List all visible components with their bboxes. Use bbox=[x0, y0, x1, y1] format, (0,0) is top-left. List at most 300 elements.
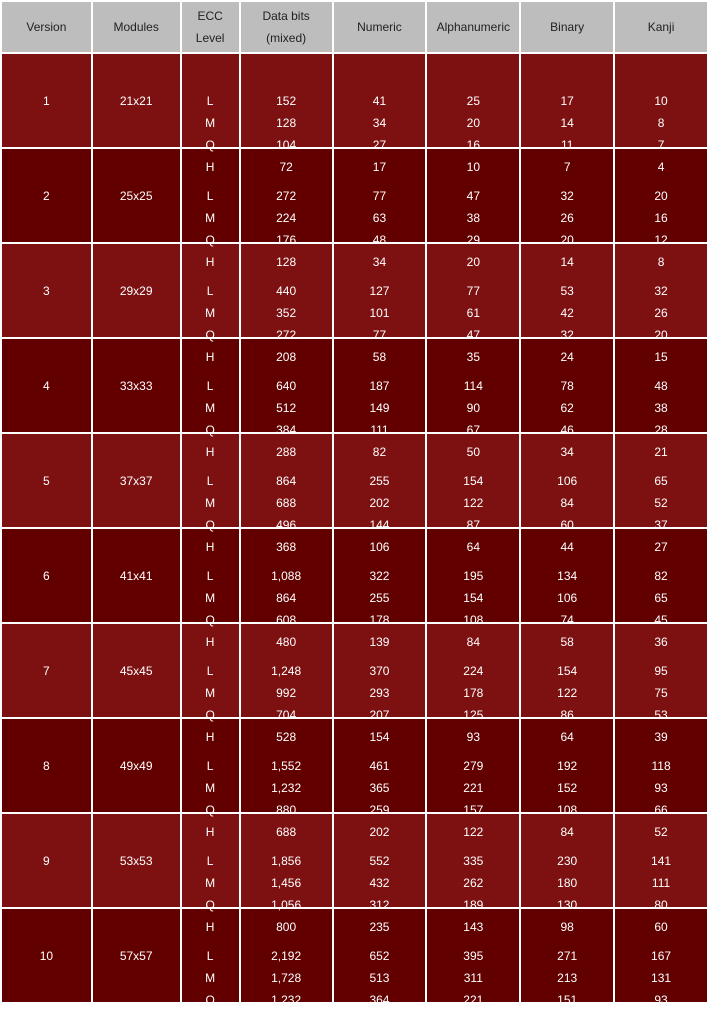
numeric-value: 77 bbox=[372, 327, 387, 342]
alphanumeric-value: 122 bbox=[463, 824, 484, 839]
kanji-value: 111 bbox=[651, 875, 671, 890]
ecc-level-value: L bbox=[206, 663, 214, 678]
binary-value: 213 bbox=[557, 970, 578, 985]
binary-value: 42 bbox=[560, 305, 574, 320]
cell-version: 3 bbox=[2, 244, 91, 337]
binary-value: 122 bbox=[557, 685, 578, 700]
table-header bbox=[2, 2, 707, 52]
numeric-value: 34 bbox=[372, 115, 387, 130]
numeric-value: 27 bbox=[372, 137, 387, 152]
alphanumeric-value: 93 bbox=[466, 729, 480, 744]
numeric-value: 322 bbox=[369, 568, 390, 583]
numeric-value: 41 bbox=[372, 93, 387, 108]
header-version: Version bbox=[2, 2, 91, 52]
numeric-value: 111 bbox=[370, 422, 389, 437]
header-data-bits bbox=[241, 2, 332, 52]
data-bits-stack bbox=[241, 468, 332, 554]
alphanumeric-value: 108 bbox=[463, 612, 484, 627]
binary-value: 74 bbox=[560, 612, 574, 627]
ecc-level-value: M bbox=[205, 495, 216, 510]
alphanumeric-value: 47 bbox=[466, 327, 480, 342]
numeric-value: 288 bbox=[369, 1014, 390, 1029]
kanji-value: 53 bbox=[654, 707, 668, 722]
numeric-stack bbox=[334, 848, 426, 934]
table-row bbox=[2, 339, 707, 432]
data-bits-stack bbox=[241, 88, 332, 174]
binary-value: 24 bbox=[560, 349, 574, 364]
kanji-stack bbox=[615, 278, 707, 364]
cell-version: 7 bbox=[2, 624, 91, 717]
numeric-stack bbox=[334, 88, 426, 174]
kanji-value: 37 bbox=[654, 517, 668, 532]
data-bits-value: 224 bbox=[276, 210, 297, 225]
numeric-value: 101 bbox=[369, 305, 390, 320]
data-bits-value: 496 bbox=[276, 517, 297, 532]
header-row bbox=[2, 2, 707, 52]
numeric-value: 187 bbox=[369, 378, 390, 393]
alphanumeric-value: 61 bbox=[466, 305, 480, 320]
header-modules: Modules bbox=[93, 2, 180, 52]
numeric-value: 293 bbox=[369, 685, 390, 700]
alphanumeric-value: 178 bbox=[463, 685, 484, 700]
kanji-value: 36 bbox=[654, 634, 668, 649]
data-bits-value: 152 bbox=[276, 93, 297, 108]
numeric-stack bbox=[334, 943, 426, 1029]
data-bits-value: 1,552 bbox=[271, 758, 302, 773]
cell-data-bits bbox=[241, 54, 332, 174]
alphanumeric-value: 262 bbox=[463, 875, 484, 890]
kanji-stack bbox=[615, 848, 707, 934]
alphanumeric-value: 20 bbox=[466, 115, 480, 130]
binary-value: 84 bbox=[560, 824, 574, 839]
data-bits-stack bbox=[241, 658, 332, 744]
data-bits-value: 864 bbox=[276, 590, 297, 605]
alphanumeric-stack bbox=[427, 848, 519, 934]
kanji-stack bbox=[615, 468, 707, 554]
table-row bbox=[2, 529, 707, 622]
ecc-level-value: H bbox=[205, 254, 215, 269]
binary-stack bbox=[521, 183, 613, 269]
alphanumeric-value: 87 bbox=[466, 517, 480, 532]
numeric-value: 178 bbox=[369, 612, 390, 627]
alphanumeric-value: 64 bbox=[466, 539, 480, 554]
binary-value: 60 bbox=[560, 517, 574, 532]
ecc-level-value: L bbox=[206, 568, 214, 583]
binary-value: 44 bbox=[560, 539, 574, 554]
binary-value: 86 bbox=[560, 707, 574, 722]
binary-value: 84 bbox=[560, 495, 574, 510]
data-bits-value: 864 bbox=[276, 473, 297, 488]
numeric-value: 17 bbox=[372, 159, 387, 174]
alphanumeric-value: 335 bbox=[463, 853, 484, 868]
kanji-value: 80 bbox=[654, 897, 668, 912]
data-bits-stack bbox=[241, 943, 332, 1029]
kanji-value: 16 bbox=[654, 210, 668, 225]
table-row bbox=[2, 434, 707, 527]
numeric-value: 461 bbox=[369, 758, 390, 773]
ecc-level-stack bbox=[182, 373, 239, 459]
kanji-value: 20 bbox=[654, 188, 668, 203]
alphanumeric-value: 114 bbox=[463, 378, 483, 393]
alphanumeric-value: 67 bbox=[466, 422, 480, 437]
binary-stack bbox=[521, 278, 613, 364]
binary-value: 62 bbox=[560, 400, 574, 415]
kanji-value: 74 bbox=[654, 1014, 668, 1029]
data-bits-value: 1,248 bbox=[271, 663, 302, 678]
table-row bbox=[2, 624, 707, 717]
numeric-value: 364 bbox=[369, 992, 390, 1007]
ecc-level-value: M bbox=[205, 590, 216, 605]
numeric-value: 312 bbox=[369, 897, 390, 912]
kanji-value: 32 bbox=[654, 283, 668, 298]
ecc-level-value: Q bbox=[205, 517, 215, 532]
binary-value: 53 bbox=[560, 283, 574, 298]
kanji-value: 26 bbox=[654, 305, 668, 320]
alphanumeric-value: 125 bbox=[463, 707, 484, 722]
binary-stack bbox=[521, 848, 613, 934]
header-ecc-line1: ECC bbox=[197, 9, 223, 23]
kanji-value: 60 bbox=[654, 919, 668, 934]
kanji-value: 93 bbox=[654, 992, 668, 1007]
cell-modules: 57x57 bbox=[93, 909, 180, 1002]
numeric-value: 58 bbox=[372, 349, 387, 364]
header-alphanumeric: Alphanumeric bbox=[427, 2, 519, 52]
numeric-stack bbox=[334, 658, 426, 744]
data-bits-value: 1,056 bbox=[271, 897, 302, 912]
ecc-level-value: H bbox=[205, 1014, 215, 1029]
data-bits-value: 272 bbox=[276, 188, 297, 203]
ecc-level-value: H bbox=[205, 159, 215, 174]
ecc-level-value: H bbox=[205, 919, 215, 934]
numeric-value: 127 bbox=[369, 283, 390, 298]
alphanumeric-value: 195 bbox=[463, 568, 484, 583]
ecc-level-value: Q bbox=[205, 897, 215, 912]
cell-modules: 29x29 bbox=[93, 244, 180, 337]
numeric-value: 48 bbox=[372, 232, 387, 247]
data-bits-stack bbox=[241, 278, 332, 364]
kanji-value: 21 bbox=[654, 444, 668, 459]
cell-numeric bbox=[334, 54, 426, 174]
binary-value: 108 bbox=[557, 802, 578, 817]
numeric-value: 370 bbox=[369, 663, 390, 678]
kanji-value: 65 bbox=[654, 473, 668, 488]
binary-value: 230 bbox=[557, 853, 578, 868]
alphanumeric-value: 189 bbox=[463, 897, 484, 912]
binary-stack bbox=[521, 753, 613, 839]
header-numeric: Numeric bbox=[334, 2, 426, 52]
alphanumeric-value: 35 bbox=[466, 349, 480, 364]
alphanumeric-value: 16 bbox=[466, 137, 480, 152]
numeric-value: 652 bbox=[369, 948, 390, 963]
header-ecc-level bbox=[182, 2, 239, 52]
data-bits-value: 528 bbox=[276, 729, 297, 744]
data-bits-value: 512 bbox=[276, 400, 297, 415]
alphanumeric-stack bbox=[427, 563, 519, 649]
alphanumeric-value: 47 bbox=[466, 188, 480, 203]
cell-version: 2 bbox=[2, 149, 91, 242]
ecc-level-stack bbox=[182, 183, 239, 269]
kanji-stack bbox=[615, 563, 707, 649]
numeric-value: 139 bbox=[369, 634, 390, 649]
binary-value: 152 bbox=[557, 780, 578, 795]
kanji-value: 7 bbox=[657, 137, 665, 152]
alphanumeric-stack bbox=[427, 753, 519, 839]
data-bits-value: 1,456 bbox=[271, 875, 302, 890]
ecc-level-value: H bbox=[205, 539, 215, 554]
binary-value: 151 bbox=[557, 992, 578, 1007]
data-bits-value: 352 bbox=[276, 305, 297, 320]
numeric-value: 63 bbox=[372, 210, 387, 225]
cell-version: 6 bbox=[2, 529, 91, 622]
table-row bbox=[2, 244, 707, 337]
kanji-value: 4 bbox=[657, 159, 665, 174]
ecc-level-value: L bbox=[206, 948, 214, 963]
ecc-level-value: M bbox=[205, 780, 216, 795]
ecc-level-value: Q bbox=[205, 327, 215, 342]
binary-value: 34 bbox=[560, 444, 574, 459]
numeric-value: 154 bbox=[369, 729, 390, 744]
cell-binary bbox=[521, 54, 613, 174]
data-bits-value: 128 bbox=[276, 115, 297, 130]
table-row bbox=[2, 909, 707, 1002]
kanji-value: 52 bbox=[654, 495, 668, 510]
ecc-level-value: Q bbox=[205, 137, 215, 152]
ecc-level-value: M bbox=[205, 115, 216, 130]
binary-stack bbox=[521, 373, 613, 459]
ecc-level-value: M bbox=[205, 400, 216, 415]
data-bits-stack bbox=[241, 848, 332, 934]
alphanumeric-value: 157 bbox=[463, 802, 484, 817]
ecc-level-stack bbox=[182, 278, 239, 364]
ecc-level-stack bbox=[182, 753, 239, 839]
numeric-value: 432 bbox=[369, 875, 390, 890]
data-bits-value: 368 bbox=[276, 539, 297, 554]
numeric-stack bbox=[334, 468, 426, 554]
kanji-value: 95 bbox=[654, 663, 668, 678]
numeric-value: 77 bbox=[372, 188, 387, 203]
data-bits-stack bbox=[241, 183, 332, 269]
alphanumeric-value: 20 bbox=[466, 254, 480, 269]
kanji-value: 45 bbox=[654, 612, 668, 627]
kanji-value: 8 bbox=[657, 115, 665, 130]
ecc-level-stack bbox=[182, 658, 239, 744]
alphanumeric-value: 143 bbox=[463, 919, 484, 934]
data-bits-value: 688 bbox=[276, 824, 297, 839]
alphanumeric-value: 154 bbox=[463, 473, 484, 488]
cell-version: 5 bbox=[2, 434, 91, 527]
cell-modules: 37x37 bbox=[93, 434, 180, 527]
data-bits-value: 992 bbox=[276, 685, 297, 700]
header-data-line1: Data bits bbox=[262, 9, 310, 23]
data-bits-value: 688 bbox=[276, 495, 297, 510]
kanji-stack bbox=[615, 183, 707, 269]
data-bits-value: 1,088 bbox=[271, 568, 302, 583]
alphanumeric-stack bbox=[427, 468, 519, 554]
kanji-value: 65 bbox=[654, 590, 668, 605]
ecc-level-value: M bbox=[205, 685, 216, 700]
data-bits-value: 104 bbox=[276, 137, 297, 152]
cell-modules: 33x33 bbox=[93, 339, 180, 432]
cell-modules: 49x49 bbox=[93, 719, 180, 812]
kanji-value: 48 bbox=[654, 378, 668, 393]
kanji-value: 52 bbox=[654, 824, 668, 839]
data-bits-value: 640 bbox=[276, 378, 297, 393]
numeric-stack bbox=[334, 753, 426, 839]
ecc-level-value: L bbox=[206, 378, 214, 393]
ecc-level-value: Q bbox=[205, 707, 215, 722]
alphanumeric-stack bbox=[427, 183, 519, 269]
numeric-value: 552 bbox=[369, 853, 390, 868]
numeric-value: 207 bbox=[369, 707, 390, 722]
kanji-value: 82 bbox=[654, 568, 668, 583]
cell-modules: 41x41 bbox=[93, 529, 180, 622]
numeric-value: 365 bbox=[369, 780, 390, 795]
data-bits-value: 288 bbox=[276, 444, 297, 459]
numeric-value: 259 bbox=[369, 802, 390, 817]
kanji-value: 8 bbox=[657, 254, 665, 269]
numeric-value: 235 bbox=[369, 919, 390, 934]
cell-modules: 53x53 bbox=[93, 814, 180, 907]
table-row bbox=[2, 814, 707, 907]
numeric-value: 255 bbox=[369, 590, 390, 605]
numeric-stack bbox=[334, 183, 426, 269]
cell-modules: 45x45 bbox=[93, 624, 180, 717]
alphanumeric-value: 154 bbox=[463, 590, 484, 605]
numeric-value: 82 bbox=[372, 444, 387, 459]
kanji-value: 167 bbox=[651, 948, 672, 963]
kanji-value: 28 bbox=[654, 422, 668, 437]
kanji-value: 27 bbox=[654, 539, 668, 554]
kanji-value: 131 bbox=[651, 970, 672, 985]
ecc-level-stack bbox=[182, 563, 239, 649]
header-data-line2: (mixed) bbox=[266, 31, 307, 45]
ecc-level-value: M bbox=[205, 875, 216, 890]
binary-value: 14 bbox=[560, 254, 574, 269]
binary-value: 17 bbox=[560, 93, 574, 108]
alphanumeric-stack bbox=[427, 278, 519, 364]
binary-value: 26 bbox=[560, 210, 574, 225]
ecc-level-value: Q bbox=[205, 422, 215, 437]
data-bits-stack bbox=[241, 753, 332, 839]
binary-value: 7 bbox=[563, 159, 571, 174]
binary-value: 14 bbox=[560, 115, 574, 130]
kanji-stack bbox=[615, 658, 707, 744]
kanji-value: 12 bbox=[654, 232, 668, 247]
ecc-level-value: Q bbox=[205, 612, 215, 627]
kanji-value: 93 bbox=[654, 780, 668, 795]
data-bits-value: 704 bbox=[276, 707, 297, 722]
cell-modules: 25x25 bbox=[93, 149, 180, 242]
alphanumeric-stack bbox=[427, 658, 519, 744]
ecc-level-value: L bbox=[206, 283, 214, 298]
kanji-stack bbox=[615, 88, 707, 174]
alphanumeric-stack bbox=[427, 88, 519, 174]
binary-value: 106 bbox=[557, 473, 578, 488]
cell-version: 8 bbox=[2, 719, 91, 812]
ecc-level-value: M bbox=[205, 970, 216, 985]
data-bits-value: 976 bbox=[276, 1014, 297, 1029]
alphanumeric-value: 221 bbox=[463, 992, 484, 1007]
ecc-level-value: H bbox=[205, 729, 215, 744]
table-row bbox=[2, 54, 707, 147]
ecc-level-value: Q bbox=[205, 802, 215, 817]
alphanumeric-value: 50 bbox=[466, 444, 480, 459]
kanji-value: 20 bbox=[654, 327, 668, 342]
header-binary: Binary bbox=[521, 2, 613, 52]
ecc-level-value: L bbox=[206, 188, 214, 203]
binary-stack bbox=[521, 88, 613, 174]
alphanumeric-value: 174 bbox=[463, 1014, 484, 1029]
binary-value: 64 bbox=[560, 729, 574, 744]
ecc-level-value: L bbox=[206, 758, 214, 773]
kanji-value: 75 bbox=[654, 685, 668, 700]
ecc-level-value: M bbox=[205, 210, 216, 225]
binary-value: 32 bbox=[560, 327, 574, 342]
ecc-level-stack bbox=[182, 88, 239, 174]
data-bits-value: 1,232 bbox=[271, 780, 302, 795]
binary-value: 119 bbox=[557, 1014, 577, 1029]
binary-value: 192 bbox=[557, 758, 578, 773]
cell-alphanumeric bbox=[427, 54, 519, 174]
ecc-level-stack bbox=[182, 468, 239, 554]
header-ecc-line2: Level bbox=[195, 31, 225, 45]
kanji-value: 38 bbox=[654, 400, 668, 415]
binary-value: 106 bbox=[557, 590, 578, 605]
binary-value: 11 bbox=[560, 137, 574, 152]
table-row bbox=[2, 149, 707, 242]
binary-stack bbox=[521, 943, 613, 1029]
numeric-value: 202 bbox=[369, 824, 390, 839]
cell-kanji bbox=[615, 54, 707, 174]
alphanumeric-value: 25 bbox=[466, 93, 480, 108]
binary-value: 271 bbox=[557, 948, 578, 963]
numeric-value: 106 bbox=[369, 539, 390, 554]
alphanumeric-value: 311 bbox=[463, 970, 483, 985]
ecc-level-stack bbox=[182, 943, 239, 1029]
numeric-value: 149 bbox=[369, 400, 390, 415]
cell-modules: 21x21 bbox=[93, 54, 180, 147]
ecc-level-value: H bbox=[205, 444, 215, 459]
data-bits-value: 176 bbox=[276, 232, 297, 247]
numeric-value: 255 bbox=[369, 473, 390, 488]
binary-value: 180 bbox=[557, 875, 578, 890]
alphanumeric-value: 221 bbox=[463, 780, 484, 795]
binary-value: 20 bbox=[560, 232, 574, 247]
numeric-stack bbox=[334, 373, 426, 459]
data-bits-value: 208 bbox=[276, 349, 297, 364]
binary-stack bbox=[521, 658, 613, 744]
data-bits-value: 1,856 bbox=[271, 853, 302, 868]
alphanumeric-value: 84 bbox=[466, 634, 480, 649]
data-bits-value: 1,728 bbox=[271, 970, 302, 985]
kanji-value: 39 bbox=[654, 729, 668, 744]
data-bits-value: 384 bbox=[276, 422, 297, 437]
data-bits-value: 880 bbox=[276, 802, 297, 817]
data-bits-value: 272 bbox=[276, 327, 297, 342]
binary-value: 134 bbox=[557, 568, 578, 583]
data-bits-stack bbox=[241, 373, 332, 459]
alphanumeric-stack bbox=[427, 943, 519, 1029]
binary-stack bbox=[521, 468, 613, 554]
ecc-level-value: H bbox=[205, 824, 215, 839]
data-bits-value: 1,232 bbox=[271, 992, 302, 1007]
binary-value: 154 bbox=[557, 663, 578, 678]
kanji-value: 10 bbox=[654, 93, 668, 108]
alphanumeric-value: 122 bbox=[463, 495, 484, 510]
ecc-level-value: L bbox=[206, 853, 214, 868]
data-bits-value: 72 bbox=[279, 159, 293, 174]
ecc-level-value: M bbox=[205, 305, 216, 320]
